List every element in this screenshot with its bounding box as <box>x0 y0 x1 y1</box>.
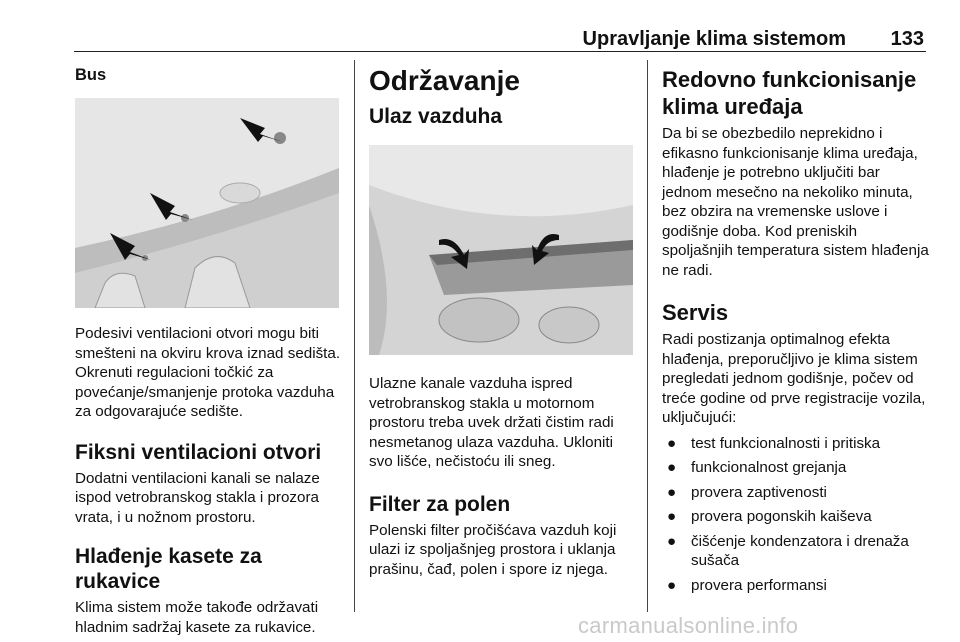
list-item: ● test funkcionalnosti i pritiska <box>667 434 881 452</box>
page-header <box>74 26 926 52</box>
column-1 <box>75 62 341 637</box>
list-item: ● provera pogonskih kaiševa <box>667 508 872 525</box>
bullet: ● <box>667 483 677 501</box>
paragraph: Ulazne kanale vazduha ispred vetrobranskog stakla u motornom prostoru treba uvek držati čistim radi nesmetanog ulaza vazduha. Ukloniti svo lišće, nečistoću ili sneg. <box>369 375 614 470</box>
paragraph: Podesivi ventilacioni otvori mogu biti smešteni na okviru krova iznad sedišta. Okrenuti regulacioni točkić za povećanje/smanjenje protoka vazduha za odgovarajuće sedište. <box>75 325 341 420</box>
list-item: ● provera zaptivenosti <box>667 483 827 501</box>
section-heading: Hlađenje kasete za rukavice <box>75 545 262 593</box>
section-heading: Fiksni ventilacioni otvori <box>75 440 322 464</box>
section-heading: Redovno funkcionisanje klima uređaja <box>662 67 917 119</box>
paragraph: Radi postizanja optimalnog efekta hlađenja, preporučljivo je klima sistem pregledati jednom godišnje, počev od treće godine od prve registracije vozila, uključujući: <box>662 331 926 426</box>
list-item: ● čišćenje kondenzatora i drenaža sušača <box>667 532 909 569</box>
paragraph: Dodatni ventilacioni kanali se nalaze ispod vetrobranskog stakla i prozora vrata, i u nožnom prostoru. <box>75 469 320 526</box>
chapter-heading: Održavanje <box>369 65 520 96</box>
column-3 <box>662 62 932 600</box>
bullet: ● <box>667 576 677 594</box>
bullet: ● <box>667 532 677 550</box>
section-heading: Ulaz vazduha <box>369 105 503 128</box>
paragraph: Polenski filter pročišćava vazduh koji ulazi iz spoljašnjeg prostora i uklanja prašinu, čađ, polen i spore iz njega. <box>369 521 617 578</box>
engine-bay-air-intake-illustration <box>369 145 633 355</box>
service-checklist <box>662 434 932 596</box>
column-divider <box>354 60 355 612</box>
bullet: ● <box>667 434 677 452</box>
column-divider <box>647 60 648 612</box>
ceiling-vents-illustration <box>75 98 339 308</box>
section-label: Bus <box>75 66 107 84</box>
column-2 <box>369 62 635 579</box>
section-heading: Servis <box>662 300 729 325</box>
header-title: Upravljanje klima sistemom <box>582 28 846 50</box>
section-heading: Filter za polen <box>369 492 511 516</box>
bullet: ● <box>667 459 677 476</box>
page-number: 133 <box>890 28 924 50</box>
paragraph: Da bi se obezbedilo neprekidno i efikasno funkcionisanje klima uređaja, hlađenje je potrebno uključiti bar jednom mesečno na nekoliko minuta, bez obzira na vremenske uslove i godišnje doba. Kod preniskih spoljašnjih temperatura sistem hlađenja ne radi. <box>662 125 929 279</box>
bullet: ● <box>667 508 677 525</box>
paragraph: Klima sistem može takođe održavati hladnim sadržaj kasete za rukavice. <box>75 599 319 636</box>
list-item: ● provera performansi <box>667 576 827 594</box>
watermark: carmanualsonline.info <box>578 613 799 638</box>
header-rule <box>74 51 926 53</box>
list-item: ● funkcionalnost grejanja <box>667 459 847 476</box>
